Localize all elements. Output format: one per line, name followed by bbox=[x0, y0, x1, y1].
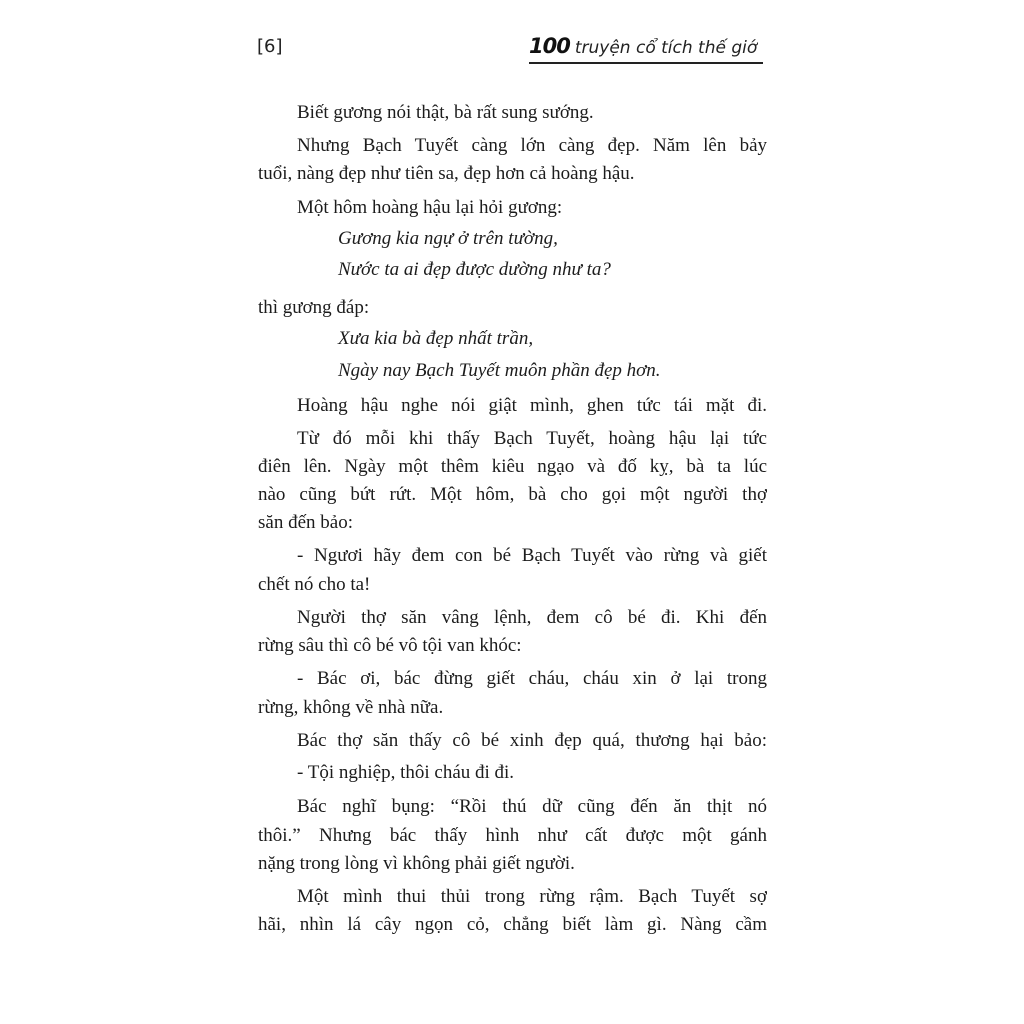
text-line: rừng, không về nhà nữa. bbox=[258, 697, 444, 718]
page-number: [6] bbox=[257, 36, 283, 57]
verse-line: Gương kia ngự ở trên tường, bbox=[338, 228, 558, 249]
text-line: Một hôm hoàng hậu lại hỏi gương: bbox=[297, 197, 563, 218]
text-line: nào cũng bứt rứt. Một hôm, bà cho gọi một người thợ bbox=[258, 484, 767, 505]
text-line: Bác thợ săn thấy cô bé xinh đẹp quá, thương hại bảo: bbox=[297, 730, 767, 751]
text-line: săn đến bảo: bbox=[258, 512, 353, 533]
text-line: Nhưng Bạch Tuyết càng lớn càng đẹp. Năm lên bảy bbox=[297, 135, 767, 156]
text-line: chết nó cho ta! bbox=[258, 574, 371, 595]
text-line: rừng sâu thì cô bé vô tội van khóc: bbox=[258, 635, 522, 656]
verse-line: Xưa kia bà đẹp nhất trần, bbox=[338, 328, 534, 349]
text-line: tuổi, nàng đẹp như tiên sa, đẹp hơn cả hoàng hậu. bbox=[258, 163, 635, 184]
text-line: Biết gương nói thật, bà rất sung sướng. bbox=[297, 102, 594, 123]
verse-line: Ngày nay Bạch Tuyết muôn phần đẹp hơn. bbox=[338, 360, 661, 381]
text-line: thì gương đáp: bbox=[258, 297, 370, 318]
text-line: - Ngươi hãy đem con bé Bạch Tuyết vào rừng và giết bbox=[297, 545, 767, 566]
book-title: truyện cổ tích thế giớ bbox=[574, 38, 758, 58]
text-line: điên lên. Ngày một thêm kiêu ngạo và đố kỵ, bà ta lúc bbox=[258, 456, 767, 477]
text-line: Hoàng hậu nghe nói giật mình, ghen tức tái mặt đi. bbox=[297, 395, 767, 416]
text-line: Bác nghĩ bụng: “Rồi thú dữ cũng đến ăn thịt nó bbox=[297, 796, 767, 817]
text-line: Người thợ săn vâng lệnh, đem cô bé đi. Khi đến bbox=[297, 607, 767, 628]
verse-line: Nước ta ai đẹp được dường như ta? bbox=[338, 259, 611, 280]
text-line: nặng trong lòng vì không phải giết người. bbox=[258, 853, 575, 874]
text-line: hãi, nhìn lá cây ngọn cỏ, chẳng biết làm gì. Nàng cầm bbox=[258, 914, 767, 935]
text-line: thôi.” Nhưng bác thấy hình như cất được một gánh bbox=[258, 825, 767, 846]
text-line: - Tội nghiệp, thôi cháu đi đi. bbox=[297, 762, 515, 783]
book-number: 100 bbox=[529, 34, 570, 58]
text-line: - Bác ơi, bác đừng giết cháu, cháu xin ở lại trong bbox=[297, 668, 767, 689]
text-line: Một mình thui thủi trong rừng rậm. Bạch Tuyết sợ bbox=[297, 886, 767, 907]
text-line: Từ đó mỗi khi thấy Bạch Tuyết, hoàng hậu lại tức bbox=[297, 428, 767, 449]
running-header bbox=[529, 34, 763, 64]
